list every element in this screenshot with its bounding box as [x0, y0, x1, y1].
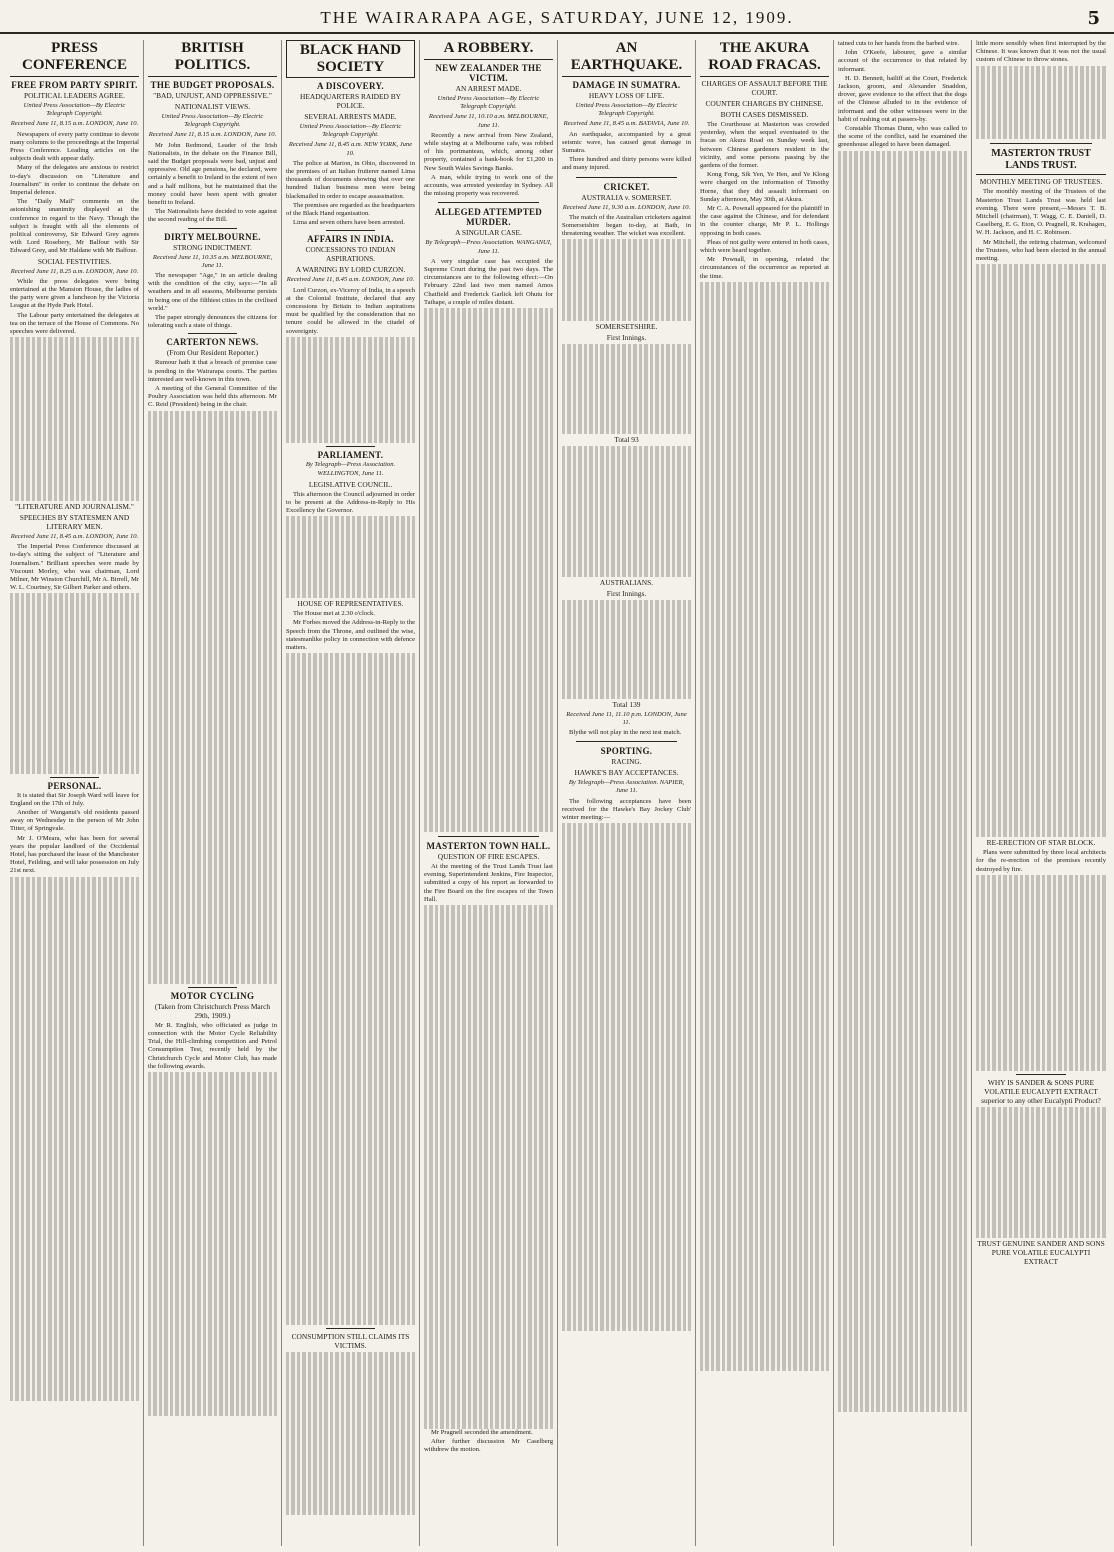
- divider: [188, 228, 237, 229]
- column-1: [6, 40, 144, 1546]
- subhead: CRICKET.: [603, 181, 650, 192]
- text-block: [286, 653, 415, 1324]
- paragraph: The Imperial Press Conference discussed at to-day's sitting the subject of "Literature and Journalism." Brilliant speeches were made by Viscount Morley, who was chairman, Lord Milner, Mr Winston Churchill, Mr A. Birrell, Mr W. L. Courtney, Sir Gilbert Parker and others.: [10, 543, 139, 592]
- paragraph: The Labour party entertained the delegates at tea on the terrace of the House of Commons. No speeches were delivered.: [10, 311, 139, 336]
- paragraph: The Courthouse at Masterton was crowded yesterday, when the sequel eventuated to the fracas on Akura Road on Sunday week last, between Chinese gardeners resident in the vicinity, and some persons passing by the gardens of the former.: [700, 121, 829, 170]
- subhead: (From Our Resident Reporter.): [166, 348, 259, 358]
- text-block: [700, 282, 829, 1371]
- dateline: By Telegraph—Press Association. WELLINGTON, June 11.: [305, 461, 396, 477]
- subhead: CHARGES OF ASSAULT BEFORE THE COURT.: [701, 79, 828, 97]
- subhead: NEW ZEALANDER THE VICTIM.: [435, 63, 542, 83]
- headline-a-robbery: A ROBBERY.: [424, 40, 553, 60]
- subhead: First Innings.: [606, 333, 647, 343]
- divider: [326, 230, 375, 231]
- credit: United Press Association—By Electric Telegraph Copyright.: [575, 102, 678, 118]
- paragraph: Kong Fong, Sik Yen, Ye Hen, and Ye Klong were charged on the information of Timothy Horne, that they did assault informant on Sunday afternoon, May 30th, at Akura.: [700, 171, 829, 203]
- divider: [438, 202, 539, 203]
- newspaper-title: THE WAIRARAPA AGE, SATURDAY, JUNE 12, 1909.: [320, 8, 794, 27]
- text-block: [838, 151, 967, 1412]
- column-5: [558, 40, 696, 1546]
- divider: [50, 777, 99, 778]
- subhead: LEGISLATIVE COUNCIL.: [308, 479, 393, 489]
- text-block: [562, 600, 691, 698]
- subhead: AN ARREST MADE.: [455, 84, 522, 93]
- column-8: [972, 40, 1110, 1546]
- dateline: Received June 11, 8.25 a.m. LONDON, June 10.: [10, 267, 139, 275]
- paragraph: Pleas of not guilty were entered in both cases, which were heard together.: [700, 238, 829, 255]
- text-block: [148, 1072, 277, 1416]
- subhead: HEAVY LOSS OF LIFE.: [588, 91, 665, 100]
- paragraph: tained cuts to her hands from the barbed wire.: [838, 40, 960, 47]
- paragraph: An earthquake, accompanied by a great seismic wave, has caused great damage in Sumatra.: [562, 130, 691, 155]
- paragraph: Mr Pragnell seconded the amendment.: [431, 1429, 533, 1437]
- paragraph: The premises are regarded as the headquarters of the Black Hand organisation.: [286, 201, 415, 218]
- subhead: COUNTER CHARGES BY CHINESE.: [705, 99, 824, 108]
- subhead: QUESTION OF FIRE ESCAPES.: [437, 852, 540, 862]
- subhead: STRONG INDICTMENT.: [173, 242, 252, 252]
- dateline: Received June 11, 8.45 a.m. LONDON, June 10.: [286, 276, 415, 284]
- paragraph: At the meeting of the Trust Lands Trust last evening, Superintendent Jenkins, Fire Inspector, submitted a copy of his report as forwarded to the Fire Board on the fire escapes of the Town Hall.: [424, 863, 553, 903]
- text-block: [286, 337, 415, 443]
- paragraph: A very singular case has occupied the Supreme Court during the past two days. The circumstances are to the following effect:—On February 22nd last two men named Amos Chatfield and Frederick Garlick left Ohutu for Taihape, a couple of miles distant.: [424, 257, 553, 306]
- paragraph: The following acceptances have been received for the Hawke's Bay Jockey Club' winter meeting:—: [562, 797, 691, 822]
- subhead: CARTERTON NEWS.: [166, 337, 259, 348]
- divider: [990, 143, 1092, 144]
- paragraph: The match of the Australian cricketers against Somersetshire began to-day, at Bath, in threatening weather. The wicket was excellent.: [562, 213, 691, 238]
- paragraph: The paper strongly denounces the citizens for tolerating such a state of things.: [148, 314, 277, 330]
- paragraph: The House met at 2.30 o'clock.: [293, 610, 375, 618]
- divider: [188, 333, 237, 334]
- text-block: [562, 344, 691, 434]
- paragraph: Another of Wanganui's old residents passed away on Wednesday in the person of Mr John Titter, of Springvale.: [10, 808, 139, 833]
- divider: [326, 1328, 375, 1329]
- divider: [326, 446, 375, 447]
- paragraph: The "Daily Mail" comments on the astonishing unanimity displayed at the conference in regard to the Navy. Though the subject is fraught with all the elements of political controversy, Sir Edward Grey agrees with Lord Rosebery, Mr Balfour with Sir Edward Grey, and Mr Haldane with Mr Balfour.: [10, 198, 139, 255]
- subhead: A SINGULAR CASE.: [455, 228, 522, 238]
- text-block: [976, 1107, 1106, 1238]
- paragraph: This afternoon the Council adjourned in order to be present at the Address-in-Reply to His Excellency the Governor.: [286, 490, 415, 515]
- subhead: RE-ERECTION OF STAR BLOCK.: [986, 838, 1096, 848]
- subhead: PARLIAMENT.: [317, 450, 384, 461]
- paragraph: Mr Mitchell, the retiring chairman, welcomed the Trustees, who had been elected in the annual meeting.: [976, 238, 1106, 262]
- dateline: Received June 11, 8.45 a.m. NEW YORK, June 10.: [288, 141, 413, 157]
- paragraph: Mr John Redmond, Leader of the Irish Nationalists, in the debate on the Finance Bill, said the Budget proposals were bad, unjust and oppressive. Old age pensions, he declared, were certainly a benefit to Ireland to the extent of two and a half millions, but he maintained that the money could have been spent with greater benefit to Ireland.: [148, 141, 277, 207]
- paragraph: Mr R. English, who officiated as judge in connection with the Motor Cycle Reliability Trial, the Hill-climbing competition and Petrol Consumption Test, recently held by the Christchurch Cycle and Motor Club, has made the following awards.: [148, 1021, 277, 1070]
- dateline: Received June 11, 8.45 a.m. LONDON, June 10.: [10, 533, 139, 541]
- page-number: 5: [1087, 8, 1100, 29]
- subhead: SOCIAL FESTIVITIES.: [37, 256, 112, 266]
- text-block: [286, 516, 415, 598]
- subhead: THE BUDGET PROPOSALS.: [150, 80, 275, 90]
- paragraph: Mr J. O'Meara, who has been for several years the popular landlord of the Occidental Hotel, has purchased the lease of the Manchester Hotel, Feilding, and will take possession on July 21st next.: [10, 834, 139, 875]
- paragraph: Recently a new arrival from New Zealand, while staying at a Melbourne cafe, was robbed of his portmanteau, which, among other property, contained a bank-book for £1,200 in New South Wales Savings Banks.: [424, 131, 553, 172]
- text-block: [562, 823, 691, 1331]
- subhead: First Innings.: [606, 589, 647, 599]
- paragraph: Newspapers of every party continue to devote many columns to the proceedings at the Imperial Press Conference. Leading articles on the subjects dealt with appear daily.: [10, 130, 139, 163]
- credit: United Press Association—By Electric Telegraph Copyright.: [437, 95, 540, 111]
- text-block: [976, 875, 1106, 1072]
- subhead: "BAD, UNJUST, AND OPPRESSIVE.": [153, 91, 272, 100]
- paragraph: A meeting of the General Committee of the Poultry Association was held this afternoon. Mr C. Reid (President) being in the chair.: [148, 385, 277, 409]
- subhead: AUSTRALIA v. SOMERSET.: [581, 192, 672, 202]
- dateline: Received June 11, 8.15 a.m. LONDON, June 10.: [148, 131, 277, 139]
- subhead: SOMERSETSHIRE.: [595, 322, 658, 332]
- subhead: SPORTING.: [600, 746, 653, 757]
- paragraph: H. D. Bennett, bailiff at the Court, Frederick Jackson, groom, and Alexander Snaddon, drover, gave evidence to the effect that the dogs of the Chinese alluded to in the evidence of informant and the other witnesses were in the habit of rushing out at passers-by.: [838, 74, 967, 123]
- text-block: [976, 264, 1106, 837]
- paragraph: The Nationalists have decided to vote against the second reading of the Bill.: [148, 208, 277, 224]
- subhead: NATIONALIST VIEWS.: [174, 102, 251, 111]
- column-3: [282, 40, 420, 1546]
- subhead: SPEECHES BY STATESMEN AND LITERARY MEN.: [19, 513, 130, 532]
- advertisement-heading: WHY IS SANDER & SONS PURE VOLATILE EUCALYPTI EXTRACT superior to any other Eucalypti Product?: [981, 1078, 1101, 1106]
- subhead: SEVERAL ARRESTS MADE.: [304, 112, 397, 121]
- paragraph: Rumour hath it that a breach of promise case is pending in the Wairarapa courts. The parties interested are well-known in this town.: [148, 359, 277, 383]
- text-block: [976, 66, 1106, 140]
- subhead: AUSTRALIANS.: [599, 578, 654, 588]
- divider: [576, 177, 677, 178]
- credit: United Press Association—By Electric Telegraph Copyright.: [299, 123, 402, 139]
- column-6: [696, 40, 834, 1546]
- divider: [188, 987, 237, 988]
- paragraph: Lima and seven others have been arrested.: [293, 219, 405, 227]
- subhead: HOUSE OF REPRESENTATIVES.: [297, 599, 404, 609]
- subhead: A DISCOVERY.: [317, 81, 384, 91]
- subhead: HAWKE'S BAY ACCEPTANCES.: [574, 768, 679, 778]
- paragraph: Lord Curzon, ex-Viceroy of India, in a speech at the Colonial Institute, declared that any concessions by Britain to Indian aspirations must be qualified by the consideration that no tenure could be allowed in the citadel of sovereignty.: [286, 286, 415, 335]
- text-block: [286, 1352, 415, 1516]
- headline-trust-lands: MASTERTON TRUST LANDS TRUST.: [976, 148, 1106, 175]
- dateline: Received June 11, 10.35 a.m. MELBOURNE, June 11.: [152, 253, 273, 269]
- text-block: [424, 308, 553, 832]
- headline-british-politics: BRITISH POLITICS.: [148, 40, 277, 77]
- subhead: DIRTY MELBOURNE.: [164, 231, 261, 242]
- subhead: BOTH CASES DISMISSED.: [720, 110, 809, 119]
- paragraph: Mr Pownall, in opening, related the circumstances of the occurrence as reported at the time.: [700, 256, 829, 280]
- score-total: Total 139: [612, 699, 641, 709]
- paragraph: The police at Marion, in Ohio, discovered in the premises of an Italian fruiterer named Lima thousands of documents showing that over one hundred Italian business men were being blackmailed in order to escape assassination.: [286, 159, 415, 200]
- credit: United Press Association—By Electric Telegraph Copyright.: [161, 113, 264, 129]
- subhead-personal: PERSONAL.: [47, 780, 102, 791]
- subhead: FREE FROM PARTY SPIRIT.: [11, 80, 138, 90]
- dateline: Received June 11, 8.45 a.m. BATAVIA, June 10.: [563, 120, 690, 128]
- dateline: Received June 11, 10.10 a.m. MELBOURNE, June 11.: [428, 113, 549, 129]
- subhead: CONCESSIONS TO INDIAN ASPIRATIONS.: [305, 245, 396, 264]
- paragraph: little more sensibly when first interrupted by the Chinese. It was known that it was not the usual custom of Chinese to throw stones.: [976, 40, 1106, 64]
- paragraph: It is stated that Sir Joseph Ward will leave for England on the 17th of July.: [10, 791, 139, 807]
- text-block: [10, 593, 139, 773]
- column-7: [834, 40, 972, 1546]
- subhead: A WARNING BY LORD CURZON.: [295, 265, 406, 275]
- divider: [576, 741, 677, 742]
- paragraph: Three hundred and thirty persons were killed and many injured.: [562, 156, 691, 172]
- paragraph: While the press delegates were being entertained at the Mansion House, the ladies of the party were given a luncheon by the Victoria League at the Hyde Park Hotel.: [10, 277, 139, 310]
- dateline: Received June 11, 8.15 a.m. LONDON, June 10.: [10, 120, 139, 128]
- paragraph: Mr C. A. Pownall appeared for the plaintiff in the case against the Chinese, and for defendant in the counter charge, Mr P. L. Hollings opposing in both cases.: [700, 205, 829, 237]
- paragraph: Blythe will not play in the next test match.: [569, 729, 682, 737]
- subhead: (Taken from Christchurch Press March 29th, 1909.): [154, 1001, 271, 1020]
- text-block: [424, 905, 553, 1429]
- headline-press-conference: PRESS CONFERENCE: [10, 40, 139, 77]
- score-total: Total 93: [614, 435, 639, 445]
- text-block: [148, 411, 277, 984]
- paragraph: A man, while trying to work one of the accounts, was arrested yesterday in Sydney. All the missing property was recovered.: [424, 173, 553, 198]
- masthead: [0, 0, 1114, 34]
- paragraph: Constable Thomas Dunn, who was called to the scene of the conflict, said he examined the greenhouse alleged to have been damaged.: [838, 125, 967, 149]
- dateline: Received June 11, 9.30 a.m. LONDON, June 10.: [562, 203, 691, 211]
- headline-an-earthquake: AN EARTHQUAKE.: [562, 40, 691, 77]
- subhead: MOTOR CYCLING: [170, 990, 255, 1001]
- paragraph: The monthly meeting of the Trustees of the Masterton Trust Lands Trust was held last evening. There were present,—Messrs T. B. Mitchell (chairman), T. Wagg, C. E. Daniell, D. Caselberg, E. G. Eton, O. Pragnell, R. Krahagen, W. H. Jackson, and H. C. Robinson.: [976, 188, 1106, 237]
- paragraph: After further discussion Mr Caselberg withdrew the motion.: [424, 1438, 553, 1454]
- headline-akura-road: THE AKURA ROAD FRACAS.: [700, 40, 829, 77]
- columns: [6, 40, 1110, 1546]
- paragraph: Mr Forbes moved the Address-in-Reply to the Speech from the Throne, and outlined the wise, statesmanlike policy in connection with defence matters.: [286, 619, 415, 651]
- subhead: HEADQUARTERS RAIDED BY POLICE.: [300, 92, 401, 110]
- text-block: [562, 446, 691, 577]
- dateline: By Telegraph—Press Association. NAPIER, June 11.: [568, 779, 685, 795]
- column-2: [144, 40, 282, 1546]
- divider: [1016, 1074, 1066, 1075]
- column-4: [420, 40, 558, 1546]
- divider: [438, 836, 539, 837]
- paragraph: John O'Keefe, labourer, gave a similar account of the occurrence to that related by informant.: [838, 49, 967, 73]
- subhead: ALLEGED ATTEMPTED MURDER.: [434, 207, 543, 228]
- paragraph: The newspaper "Age," in an article dealing with the condition of the city, says:—"In all weathers and in all seasons, Melbourne persists in being one of the filthiest cities in the civilised world.": [148, 272, 277, 312]
- text-block: [10, 337, 139, 501]
- subhead: "LITERATURE AND JOURNALISM.": [15, 502, 134, 512]
- headline-black-hand-society: BLACK HAND SOCIETY: [286, 40, 415, 78]
- subhead: AFFAIRS IN INDIA.: [307, 234, 394, 245]
- subhead: CONSUMPTION STILL CLAIMS ITS VICTIMS.: [291, 1331, 410, 1350]
- dateline: Received June 11, 11.10 p.m. LONDON, June 11.: [566, 710, 687, 726]
- credit: United Press Association—By Electric Telegraph Copyright.: [23, 102, 126, 118]
- advertisement-tagline: TRUST GENUINE SANDER AND SONS PURE VOLATILE EUCALYPTI EXTRACT: [977, 1239, 1105, 1267]
- subhead: MONTHLY MEETING OF TRUSTEES.: [979, 177, 1103, 187]
- text-block: [10, 877, 139, 1401]
- text-block: [562, 239, 691, 321]
- subhead: POLITICAL LEADERS AGREE.: [24, 91, 125, 100]
- dateline: By Telegraph—Press Association. WANGANUI, June 11.: [425, 239, 552, 255]
- subhead: MASTERTON TOWN HALL.: [426, 841, 551, 852]
- subhead: RACING.: [611, 757, 642, 767]
- paragraph: Many of the delegates are anxious to restrict to-day's discussion on "Literature and Journalism" in order to continue the debate on Imperial defence.: [10, 164, 139, 197]
- subhead: DAMAGE IN SUMATRA.: [572, 80, 681, 90]
- paragraph: Plans were submitted by three local architects for the re-erection of the premises recently destroyed by fire.: [976, 849, 1106, 873]
